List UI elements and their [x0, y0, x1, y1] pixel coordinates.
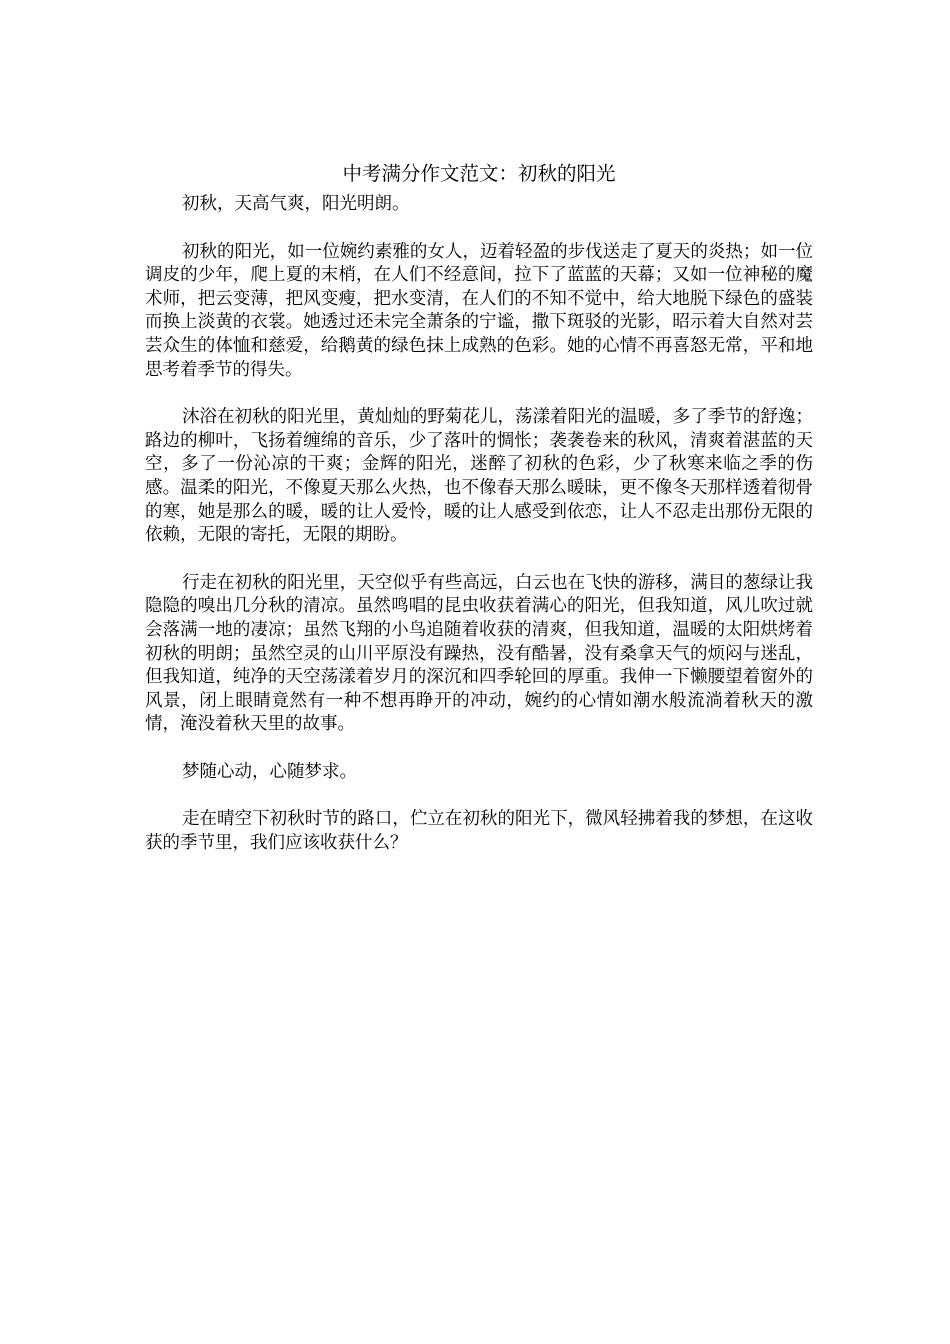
paragraph-3: 沐浴在初秋的阳光里，黄灿灿的野菊花儿，荡漾着阳光的温暖，多了季节的舒逸；路边的柳叶，飞扬着缠绵的音乐，少了落叶的惆怅；袭袭卷来的秋风，清爽着湛蓝的天空，多了一份沁凉的干爽；金辉的阳光，迷醉了初秋的色彩，少了秋寒来临之季的伤感。温柔的阳光，不像夏天那么火热，也不像春天那么暖昧，更不像冬天那样透着彻骨的寒，她是那么的暖，暖的让人爱怜，暖的让人感受到依恋，让人不忍走出那份无限的依赖，无限的寄托，无限的期盼。 [145, 407, 813, 546]
paragraph-6: 走在晴空下初秋时节的路口，伫立在初秋的阳光下，微风轻拂着我的梦想，在这收获的季节里，我们应该收获什么？ [145, 809, 813, 854]
document-title: 中考满分作文范文：初秋的阳光 [342, 162, 616, 185]
paragraph-5: 梦随心动，心随梦求。 [182, 761, 357, 782]
document-page [145, 160, 813, 880]
paragraph-2: 初秋的阳光，如一位婉约素雅的女人，迈着轻盈的步伐送走了夏天的炎热；如一位调皮的少年，爬上夏的末梢，在人们不经意间，拉下了蓝蓝的天幕；又如一位神秘的魔术师，把云变薄，把风变瘦，把水变清，在人们的不知不觉中，给大地脱下绿色的盛装而换上淡黄的衣裳。她透过还未完全萧条的宁谧，撒下斑驳的光影，昭示着大自然对芸芸众生的体恤和慈爱，给鹅黄的绿色抹上成熟的色彩。她的心情不再喜怒无常，平和地思考着季节的得失。 [145, 241, 813, 380]
paragraph-1: 初秋，天高气爽，阳光明朗。 [182, 194, 410, 214]
paragraph-4: 行走在初秋的阳光里，天空似乎有些高远，白云也在飞快的游移，满目的葱绿让我隐隐的嗅出几分秋的清凉。虽然鸣唱的昆虫收获着满心的阳光，但我知道，风儿吹过就会落满一地的凄凉；虽然飞翔的小鸟追随着收获的清爽，但我知道，温暖的太阳烘烤着初秋的明朗；虽然空灵的山川平原没有躁热，没有酷暑，没有桑拿天气的烦闷与迷乱，但我知道，纯净的天空荡漾着岁月的深沉和四季轮回的厚重。我伸一下懒腰望着窗外的风景，闭上眼睛竟然有一种不想再睁开的冲动，婉约的心情如潮水般流淌着秋天的激情，淹没着秋天里的故事。 [145, 572, 813, 735]
